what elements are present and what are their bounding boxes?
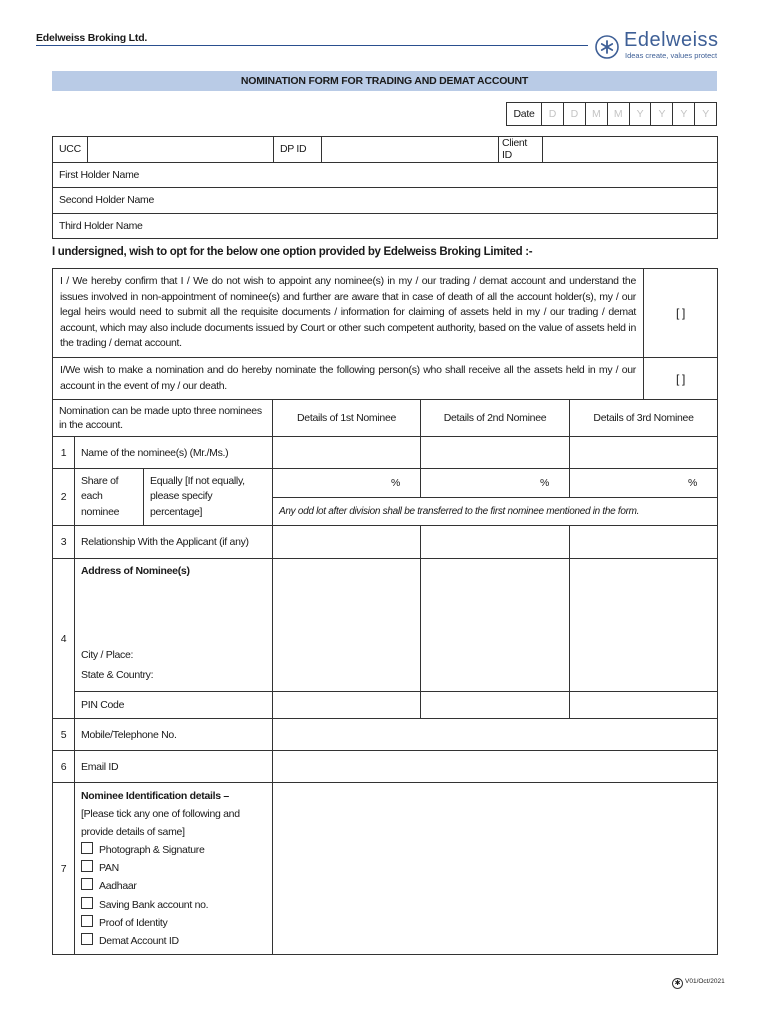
id-option-label: Proof of Identity — [99, 916, 168, 929]
nominee-name-label: Name of the nominee(s) (Mr./Ms.) — [75, 437, 273, 469]
header-divider — [36, 45, 588, 46]
row-number: 1 — [53, 437, 75, 469]
email-input[interactable] — [273, 751, 718, 783]
nominee-3-name-input[interactable] — [570, 437, 718, 469]
mobile-input[interactable] — [273, 719, 718, 751]
id-option-list — [81, 841, 266, 950]
address-label-cell — [75, 559, 273, 692]
id-option[interactable] — [81, 896, 266, 914]
table-row — [53, 559, 718, 692]
version-code: V01/Oct/2021 — [685, 978, 725, 985]
checkbox-icon[interactable] — [81, 897, 93, 909]
identification-details-input[interactable] — [273, 783, 718, 955]
nominee-2-relationship-input[interactable] — [421, 526, 570, 559]
nomination-intro: Nomination can be made upto three nominees in the account. — [53, 400, 273, 437]
share-label: Share of each nominee — [75, 469, 144, 526]
table-row — [53, 469, 718, 498]
state-label: State & Country: — [81, 669, 154, 681]
id-option[interactable] — [81, 877, 266, 895]
nominee-2-header: Details of 2nd Nominee — [421, 400, 570, 437]
nominee-1-share-input[interactable] — [273, 469, 421, 498]
email-label: Email ID — [75, 751, 273, 783]
id-option[interactable] — [81, 859, 266, 877]
date-month-1[interactable]: M — [585, 103, 607, 126]
opt-in-declaration: I/We wish to make a nomination and do hereby nominate the following person(s) who shall receive all the assets held in my / our account in the event of my / our death. — [53, 358, 644, 400]
identification-label: Nominee Identification details – — [81, 790, 229, 802]
ucc-label: UCC — [53, 137, 88, 163]
second-holder-name-field[interactable] — [53, 188, 718, 214]
share-instruction: Equally [If not equally, please specify percentage] — [144, 469, 273, 526]
id-option-label: Saving Bank account no. — [99, 898, 209, 911]
odd-lot-note: Any odd lot after division shall be transferred to the first nominee mentioned in the form. — [273, 498, 718, 526]
date-month-2[interactable]: M — [607, 103, 629, 126]
identification-instruction: [Please tick any one of following and provide details of same] — [81, 808, 240, 838]
row-number: 4 — [53, 559, 75, 719]
client-id-label: Client ID — [499, 137, 543, 163]
date-day-2[interactable]: D — [563, 103, 585, 126]
logo-tagline: Ideas create, values protect — [625, 51, 718, 60]
id-option-label: Demat Account ID — [99, 935, 179, 948]
footer-version — [672, 978, 725, 989]
table-row — [53, 751, 718, 783]
row-number: 7 — [53, 783, 75, 955]
table-row — [53, 526, 718, 559]
percent-sign: % — [539, 477, 550, 489]
pin-code-label: PIN Code — [75, 692, 273, 719]
option-heading: I undersigned, wish to opt for the below one option provided by Edelweiss Broking Limited :- — [52, 246, 533, 258]
mobile-label: Mobile/Telephone No. — [75, 719, 273, 751]
third-holder-name-field[interactable] — [53, 213, 718, 239]
first-holder-name-field[interactable] — [53, 162, 718, 188]
nominee-3-header: Details of 3rd Nominee — [570, 400, 718, 437]
opt-in-checkbox[interactable]: [ ] — [644, 358, 718, 400]
options-table — [52, 268, 718, 400]
checkbox-icon[interactable] — [81, 878, 93, 890]
row-number: 2 — [53, 469, 75, 526]
nominee-1-header: Details of 1st Nominee — [273, 400, 421, 437]
id-option[interactable] — [81, 932, 266, 950]
date-field — [506, 102, 717, 126]
logo-star-icon — [594, 34, 620, 60]
id-option[interactable] — [81, 841, 266, 859]
dp-id-label: DP ID — [274, 137, 322, 163]
table-row — [53, 437, 718, 469]
nominee-2-pin-input[interactable] — [421, 692, 570, 719]
edelweiss-logo — [594, 29, 734, 62]
date-year-3[interactable]: Y — [673, 103, 695, 126]
third-holder-label: Third Holder Name — [59, 219, 143, 232]
nominee-details-table — [52, 399, 718, 955]
table-row — [53, 783, 718, 955]
percent-sign: % — [390, 477, 401, 489]
dp-id-input[interactable] — [322, 137, 499, 163]
opt-out-checkbox[interactable]: [ ] — [644, 269, 718, 358]
checkbox-icon[interactable] — [81, 842, 93, 854]
date-year-1[interactable]: Y — [629, 103, 651, 126]
id-option-label: PAN — [99, 862, 119, 875]
opt-out-declaration: I / We hereby confirm that I / We do not wish to appoint any nominee(s) in my / our trading / demat account and understand the issues involved in non-appointment of nominee(s) and further are aware that in case of death of all the account holder(s), my / our legal heirs would need to submit all the requisite documents / information for claiming of assets held in my / our trading / demat account, which may also include documents issued by Court or other such competent authority, based on the value of assets held in the trading / demat account. — [53, 269, 644, 358]
checkbox-icon[interactable] — [81, 915, 93, 927]
company-name: Edelweiss Broking Ltd. — [36, 32, 148, 44]
checkbox-icon[interactable] — [81, 933, 93, 945]
nominee-2-name-input[interactable] — [421, 437, 570, 469]
date-day-1[interactable]: D — [542, 103, 564, 126]
date-year-2[interactable]: Y — [651, 103, 673, 126]
city-label: City / Place: — [81, 649, 134, 661]
id-option-label: Photograph & Signature — [99, 844, 205, 856]
checkbox-icon[interactable] — [81, 860, 93, 872]
date-label: Date — [507, 103, 542, 126]
nominee-3-address-input[interactable] — [570, 559, 718, 692]
row-number: 6 — [53, 751, 75, 783]
identification-cell — [75, 783, 273, 955]
nominee-1-name-input[interactable] — [273, 437, 421, 469]
client-id-input[interactable] — [543, 137, 718, 163]
percent-sign: % — [687, 477, 698, 489]
logo-star-icon: ✱ — [672, 978, 683, 989]
holder-details-table — [52, 136, 718, 239]
nominee-3-relationship-input[interactable] — [570, 526, 718, 559]
nominee-3-pin-input[interactable] — [570, 692, 718, 719]
date-year-4[interactable]: Y — [695, 103, 717, 126]
nominee-1-address-input[interactable] — [273, 559, 421, 692]
ucc-input[interactable] — [88, 137, 274, 163]
nominee-1-pin-input[interactable] — [273, 692, 421, 719]
address-label: Address of Nominee(s) — [81, 565, 190, 577]
form-title: NOMINATION FORM FOR TRADING AND DEMAT ACCOUNT — [52, 71, 717, 91]
id-option[interactable] — [81, 914, 266, 932]
row-number: 5 — [53, 719, 75, 751]
first-holder-label: First Holder Name — [59, 168, 140, 181]
relationship-label: Relationship With the Applicant (if any) — [75, 526, 273, 559]
nominee-2-address-input[interactable] — [421, 559, 570, 692]
second-holder-label: Second Holder Name — [59, 194, 154, 207]
table-row — [53, 719, 718, 751]
id-option-label: Aadhaar — [99, 880, 137, 893]
nominee-3-share-input[interactable] — [570, 469, 718, 498]
row-number: 3 — [53, 526, 75, 559]
nominee-2-share-input[interactable] — [421, 469, 570, 498]
logo-wordmark: Edelweiss — [624, 29, 719, 51]
nominee-1-relationship-input[interactable] — [273, 526, 421, 559]
